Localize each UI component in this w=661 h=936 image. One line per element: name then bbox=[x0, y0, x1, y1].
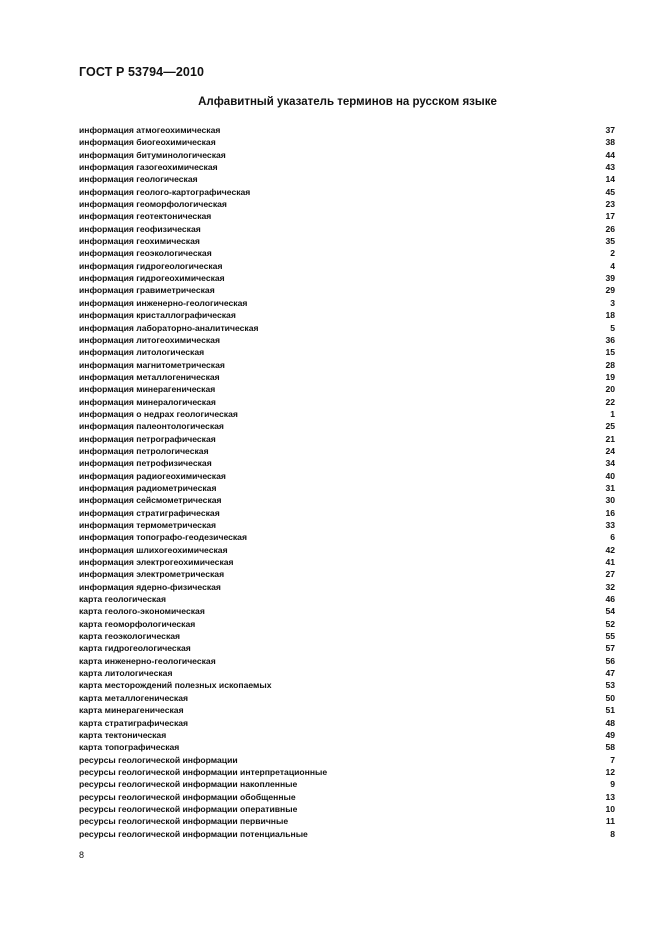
index-term: информация радиометрическая bbox=[79, 482, 217, 493]
index-term-number: 10 bbox=[605, 803, 615, 814]
index-entry bbox=[79, 667, 615, 679]
index-term: информация геофизическая bbox=[79, 223, 201, 234]
index-entry bbox=[79, 482, 615, 494]
index-term: информация о недрах геологическая bbox=[79, 408, 238, 419]
index-term-number: 57 bbox=[605, 643, 615, 654]
index-term-number: 27 bbox=[605, 569, 615, 580]
index-term: ресурсы геологической информации накопленные bbox=[79, 779, 298, 790]
index-entry bbox=[79, 445, 615, 457]
index-term-number: 51 bbox=[605, 705, 615, 716]
index-term: карта топографическая bbox=[79, 742, 180, 753]
index-term: информация петрофизическая bbox=[79, 458, 212, 469]
index-term-number: 54 bbox=[605, 606, 615, 617]
index-term: информация литогеохимическая bbox=[79, 334, 220, 345]
index-term-number: 17 bbox=[605, 211, 615, 222]
index-entry bbox=[79, 149, 615, 161]
index-term-number: 28 bbox=[605, 359, 615, 370]
index-entry bbox=[79, 717, 615, 729]
index-term: карта геоморфологическая bbox=[79, 618, 196, 629]
index-term: информация шлихогеохимическая bbox=[79, 544, 228, 555]
index-term: информация геоморфологическая bbox=[79, 199, 227, 210]
index-term: информация лабораторно-аналитическая bbox=[79, 322, 259, 333]
index-term-number: 26 bbox=[605, 223, 615, 234]
index-entry bbox=[79, 692, 615, 704]
index-term-number: 13 bbox=[605, 791, 615, 802]
index-term: ресурсы геологической информации потенциальные bbox=[79, 828, 308, 839]
index-term-number: 34 bbox=[605, 458, 615, 469]
index-entry bbox=[79, 186, 615, 198]
index-term-number: 40 bbox=[605, 470, 615, 481]
index-term: карта металлогеническая bbox=[79, 692, 189, 703]
index-term-number: 8 bbox=[610, 828, 615, 839]
index-term-number: 16 bbox=[605, 507, 615, 518]
index-term: информация петрологическая bbox=[79, 445, 209, 456]
index-entry bbox=[79, 396, 615, 408]
index-term: информация магнитометрическая bbox=[79, 359, 225, 370]
index-term-number: 58 bbox=[605, 742, 615, 753]
index-entry bbox=[79, 531, 615, 543]
index-entry bbox=[79, 371, 615, 383]
index-term-number: 3 bbox=[610, 297, 615, 308]
index-term: карта литологическая bbox=[79, 668, 173, 679]
index-term-number: 32 bbox=[605, 581, 615, 592]
index-term-number: 47 bbox=[605, 668, 615, 679]
index-entry bbox=[79, 124, 615, 136]
index-term-number: 48 bbox=[605, 717, 615, 728]
index-entry bbox=[79, 729, 615, 741]
index-term: информация литологическая bbox=[79, 347, 205, 358]
index-entry bbox=[79, 778, 615, 790]
index-term-number: 45 bbox=[605, 186, 615, 197]
index-entry bbox=[79, 754, 615, 766]
index-entry bbox=[79, 383, 615, 395]
index-term: ресурсы геологической информации обобщенные bbox=[79, 791, 296, 802]
index-term-number: 14 bbox=[605, 174, 615, 185]
index-term: информация инженерно-геологическая bbox=[79, 297, 248, 308]
index-entry bbox=[79, 136, 615, 148]
index-term: информация стратиграфическая bbox=[79, 507, 220, 518]
index-entry bbox=[79, 247, 615, 259]
index-entry bbox=[79, 766, 615, 778]
index-term: информация топографо-геодезическая bbox=[79, 532, 247, 543]
index-term-number: 49 bbox=[605, 729, 615, 740]
index-term-number: 21 bbox=[605, 433, 615, 444]
index-term-number: 18 bbox=[605, 310, 615, 321]
index-entry bbox=[79, 433, 615, 445]
index-entry bbox=[79, 161, 615, 173]
index-entry bbox=[79, 494, 615, 506]
index-term-number: 56 bbox=[605, 655, 615, 666]
index-entry bbox=[79, 519, 615, 531]
index-entry bbox=[79, 642, 615, 654]
index-term: карта инженерно-геологическая bbox=[79, 655, 216, 666]
index-term-number: 22 bbox=[605, 396, 615, 407]
index-term: информация геоэкологическая bbox=[79, 248, 212, 259]
index-term-number: 25 bbox=[605, 421, 615, 432]
index-term-number: 30 bbox=[605, 495, 615, 506]
document-header: ГОСТ Р 53794—2010 bbox=[79, 65, 205, 79]
index-term: карта гидрогеологическая bbox=[79, 643, 191, 654]
index-term: информация электрометрическая bbox=[79, 569, 225, 580]
index-entry bbox=[79, 605, 615, 617]
index-entry bbox=[79, 309, 615, 321]
index-term: информация кристаллографическая bbox=[79, 310, 236, 321]
index-term-number: 50 bbox=[605, 692, 615, 703]
index-entry bbox=[79, 210, 615, 222]
index-term-number: 39 bbox=[605, 273, 615, 284]
index-entry bbox=[79, 593, 615, 605]
index-term-number: 38 bbox=[605, 137, 615, 148]
index-entry bbox=[79, 815, 615, 827]
index-term-number: 12 bbox=[605, 766, 615, 777]
index-term-number: 35 bbox=[605, 236, 615, 247]
index-term: ресурсы геологической информации bbox=[79, 754, 238, 765]
index-term-number: 24 bbox=[605, 445, 615, 456]
index-entry bbox=[79, 457, 615, 469]
term-index-list bbox=[79, 124, 615, 840]
index-term-number: 15 bbox=[605, 347, 615, 358]
index-entry bbox=[79, 556, 615, 568]
index-term-number: 6 bbox=[610, 532, 615, 543]
index-term-number: 2 bbox=[610, 248, 615, 259]
index-term: информация геохимическая bbox=[79, 236, 200, 247]
index-entry bbox=[79, 420, 615, 432]
index-term-number: 42 bbox=[605, 544, 615, 555]
index-term: карта стратиграфическая bbox=[79, 717, 189, 728]
index-entry bbox=[79, 828, 615, 840]
index-term: информация геотектоническая bbox=[79, 211, 212, 222]
index-term-number: 1 bbox=[610, 408, 615, 419]
index-term-number: 19 bbox=[605, 371, 615, 382]
index-term-number: 37 bbox=[605, 125, 615, 135]
index-term-number: 33 bbox=[605, 520, 615, 530]
index-term: информация термометрическая bbox=[79, 520, 217, 530]
index-term-number: 43 bbox=[605, 162, 615, 173]
index-term-number: 11 bbox=[605, 816, 615, 827]
index-term-number: 20 bbox=[605, 384, 615, 395]
index-term-number: 23 bbox=[605, 199, 615, 210]
index-term: ресурсы геологической информации оперативные bbox=[79, 803, 298, 814]
index-term-number: 46 bbox=[605, 594, 615, 605]
index-term-number: 9 bbox=[610, 779, 615, 790]
page-number: 8 bbox=[79, 850, 85, 860]
index-entry bbox=[79, 260, 615, 272]
index-term: ресурсы геологической информации интерпретационные bbox=[79, 766, 328, 777]
index-title: Алфавитный указатель терминов на русском языке bbox=[198, 96, 497, 108]
index-term: информация минералогическая bbox=[79, 396, 216, 407]
index-entry bbox=[79, 544, 615, 556]
index-term-number: 31 bbox=[605, 482, 615, 493]
index-term: информация минерагеническая bbox=[79, 384, 216, 395]
index-term: информация геолого-картографическая bbox=[79, 186, 251, 197]
index-term: карта месторождений полезных ископаемых bbox=[79, 680, 272, 691]
index-term: информация металлогеническая bbox=[79, 371, 220, 382]
index-entry bbox=[79, 408, 615, 420]
index-term: информация биогеохимическая bbox=[79, 137, 216, 148]
index-term: информация атмогеохимическая bbox=[79, 125, 221, 135]
index-term-number: 41 bbox=[605, 557, 615, 568]
index-term: ресурсы геологической информации первичные bbox=[79, 816, 289, 827]
index-entry bbox=[79, 223, 615, 235]
index-term: информация газогеохимическая bbox=[79, 162, 218, 173]
index-term-number: 29 bbox=[605, 285, 615, 296]
index-entry bbox=[79, 359, 615, 371]
index-entry bbox=[79, 655, 615, 667]
index-entry bbox=[79, 198, 615, 210]
index-entry bbox=[79, 334, 615, 346]
index-entry bbox=[79, 630, 615, 642]
index-entry bbox=[79, 679, 615, 691]
index-term: карта тектоническая bbox=[79, 729, 167, 740]
index-term-number: 52 bbox=[605, 618, 615, 629]
index-entry bbox=[79, 322, 615, 334]
index-entry bbox=[79, 346, 615, 358]
index-term: информация электрогеохимическая bbox=[79, 557, 234, 568]
index-entry bbox=[79, 581, 615, 593]
index-term: информация сейсмометрическая bbox=[79, 495, 222, 506]
index-term: информация гидрогеологическая bbox=[79, 260, 223, 271]
index-term: информация петрографическая bbox=[79, 433, 216, 444]
index-term: карта геологическая bbox=[79, 594, 166, 605]
index-term-number: 7 bbox=[610, 754, 615, 765]
index-term: информация гравиметрическая bbox=[79, 285, 215, 296]
index-term: информация гидрогеохимическая bbox=[79, 273, 225, 284]
index-term: информация палеонтологическая bbox=[79, 421, 224, 432]
index-entry bbox=[79, 791, 615, 803]
index-term: информация ядерно-физическая bbox=[79, 581, 221, 592]
index-entry bbox=[79, 235, 615, 247]
index-entry bbox=[79, 704, 615, 716]
index-term: карта геолого-экономическая bbox=[79, 606, 205, 617]
index-entry bbox=[79, 618, 615, 630]
index-entry bbox=[79, 470, 615, 482]
index-term-number: 36 bbox=[605, 334, 615, 345]
index-term-number: 44 bbox=[605, 149, 615, 160]
index-term: карта геоэкологическая bbox=[79, 631, 181, 642]
index-term-number: 5 bbox=[610, 322, 615, 333]
index-term-number: 4 bbox=[610, 260, 615, 271]
index-term: информация радиогеохимическая bbox=[79, 470, 226, 481]
index-entry bbox=[79, 803, 615, 815]
index-entry bbox=[79, 741, 615, 753]
index-term-number: 55 bbox=[605, 631, 615, 642]
index-term: информация битуминологическая bbox=[79, 149, 226, 160]
index-entry bbox=[79, 284, 615, 296]
index-entry bbox=[79, 272, 615, 284]
index-term: карта минерагеническая bbox=[79, 705, 184, 716]
index-term: информация геологическая bbox=[79, 174, 198, 185]
index-term-number: 53 bbox=[605, 680, 615, 691]
index-entry bbox=[79, 297, 615, 309]
index-entry bbox=[79, 173, 615, 185]
index-entry bbox=[79, 507, 615, 519]
index-entry bbox=[79, 568, 615, 580]
